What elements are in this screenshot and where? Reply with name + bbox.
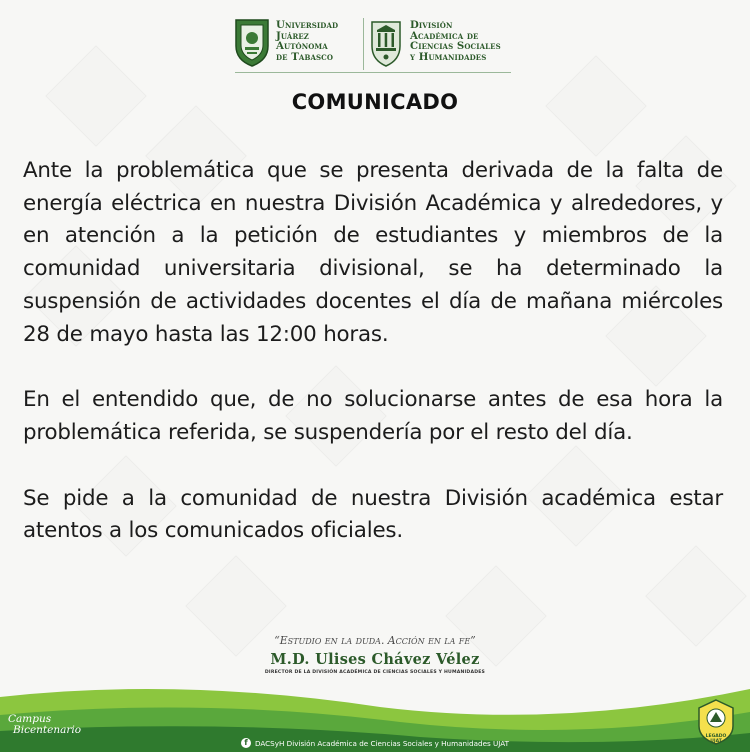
signer-name: M.D. Ulises Chávez Vélez [270,651,480,668]
logo-line: Ciencias Sociales [410,40,501,53]
header-underline [235,72,511,73]
motto: “Estudio en la duda. Acción en la fe” [274,634,476,647]
header-logos [0,14,750,76]
signature-block [0,634,750,675]
paragraph-1: Ante la problemática que se presenta derivada de la falta de energía eléctrica en nuestra División Académica y alrededores, y en atención a la petición de estudiantes y miembros de la comunidad universitaria divisional, se ha determinado la suspensión de actividades docentes el día de mañana miércoles 28 de mayo hasta las 12:00 horas. [23,158,723,347]
signer-role: DIRECTOR DE LA DIVISIÓN ACADÉMICA DE CIENCIAS SOCIALES Y HUMANIDADES [264,670,486,675]
campus-line: Campus [8,713,52,725]
footer-bar [0,734,750,752]
campus-bicentenario-logo [8,714,81,736]
paragraph-2: En el entendido que, de no solucionarse antes de esa hora la problemática referida, se suspendería por el resto del día. [23,387,723,445]
page-title: COMUNICADO [291,90,459,114]
dacsyh-logo [366,14,516,72]
logo-line: Académica de [410,29,479,42]
logo-line: Juárez [276,29,310,42]
logo-line: de Tabasco [276,50,334,63]
legado-line: LEGADO [705,734,727,739]
ujat-emblem-icon [232,16,272,68]
legado-line: UJAT [710,739,722,744]
logo-line: División [410,19,453,31]
logo-line: Autónoma [276,40,328,53]
logo-divider [363,18,364,70]
legado-ujat-label [700,734,732,744]
paragraph-3: Se pide a la comunidad de nuestra División académica estar atentos a los comunicados oficiales. [23,485,723,544]
ujat-logo [232,14,362,72]
facebook-icon[interactable]: f [241,738,251,748]
communique-body [23,155,723,548]
dacsyh-logo-text [410,20,501,62]
dacsyh-emblem-icon [366,16,406,68]
ujat-logo-text [276,20,338,62]
facebook-page-name[interactable]: DACSyH División Académica de Ciencias Sociales y Humanidades UJAT [254,738,510,748]
campus-line: Bicentenario [13,724,82,736]
logo-line: Universidad [276,19,339,31]
logo-line: y Humanidades [410,50,487,63]
